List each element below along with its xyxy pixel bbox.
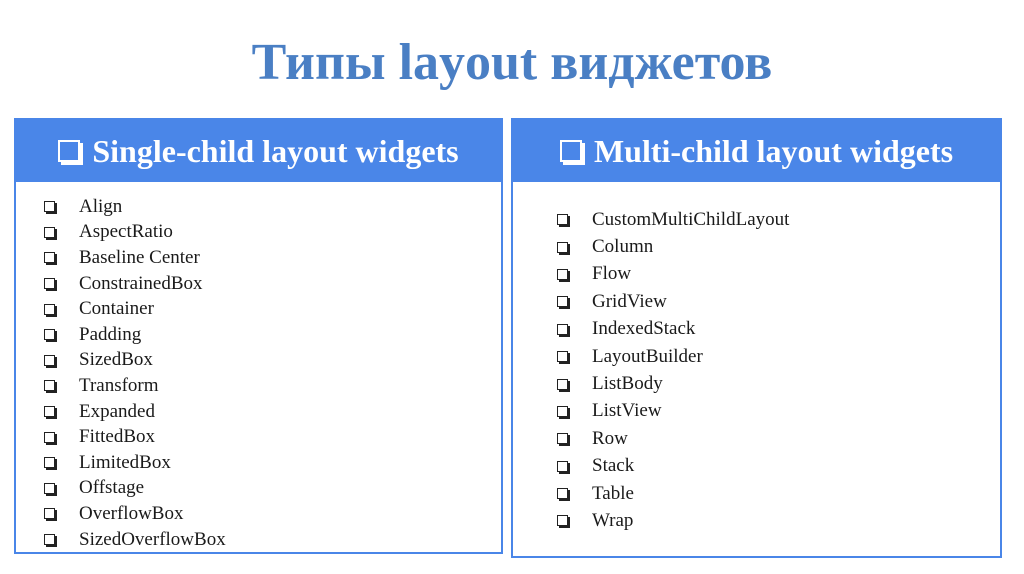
checkbox-bullet-icon [557, 488, 568, 499]
list-item-label: SizedOverflowBox [79, 528, 226, 550]
list-item-label: Container [79, 298, 154, 320]
checkbox-bullet-icon [58, 140, 80, 162]
list-item [44, 296, 226, 322]
list-item [557, 370, 789, 397]
checkbox-bullet-icon [557, 379, 568, 390]
list-item [44, 450, 226, 476]
list-item [557, 453, 789, 480]
checkbox-bullet-icon [557, 406, 568, 417]
list-item-label: Column [592, 236, 654, 258]
checkbox-bullet-icon [557, 433, 568, 444]
checkbox-bullet-icon [557, 461, 568, 472]
list-item [44, 476, 226, 502]
list-item-label: LayoutBuilder [592, 345, 703, 367]
multi-child-header-label: Multi-child layout widgets [593, 132, 954, 169]
checkbox-bullet-icon [557, 296, 568, 307]
checkbox-bullet-icon [44, 252, 55, 263]
checkbox-bullet-icon [557, 351, 568, 362]
list-item [44, 501, 226, 527]
list-item [44, 220, 226, 246]
list-item [557, 480, 789, 507]
single-child-list [44, 194, 226, 552]
list-item-label: Baseline Center [79, 246, 200, 268]
list-item [557, 233, 789, 260]
list-item-label: Offstage [79, 477, 145, 499]
list-item-label: IndexedStack [592, 318, 696, 340]
list-item [44, 373, 226, 399]
checkbox-bullet-icon [557, 269, 568, 280]
list-item-label: Align [79, 195, 123, 217]
checkbox-bullet-icon [557, 324, 568, 335]
list-item-label: CustomMultiChildLayout [592, 208, 790, 230]
list-item-label: Padding [79, 323, 142, 345]
single-child-panel [14, 118, 503, 554]
list-item-label: Row [592, 427, 628, 449]
checkbox-bullet-icon [44, 432, 55, 443]
checkbox-bullet-icon [557, 214, 568, 225]
list-item [44, 271, 226, 297]
checkbox-bullet-icon [44, 534, 55, 545]
list-item [44, 399, 226, 425]
checkbox-bullet-icon [44, 483, 55, 494]
single-child-header-label: Single-child layout widgets [92, 132, 459, 169]
checkbox-bullet-icon [44, 201, 55, 212]
list-item [44, 322, 226, 348]
list-item-label: ListBody [592, 373, 663, 395]
list-item [44, 527, 226, 553]
list-item [557, 206, 789, 233]
checkbox-bullet-icon [560, 140, 582, 162]
checkbox-bullet-icon [44, 355, 55, 366]
multi-child-panel [511, 118, 1002, 558]
list-item-label: Stack [592, 455, 635, 477]
list-item-label: SizedBox [79, 349, 153, 371]
checkbox-bullet-icon [44, 380, 55, 391]
list-item-label: OverflowBox [79, 502, 184, 524]
list-item-label: Flow [592, 263, 632, 285]
list-item [557, 288, 789, 315]
list-item-label: ConstrainedBox [79, 272, 203, 294]
checkbox-bullet-icon [557, 515, 568, 526]
checkbox-bullet-icon [44, 329, 55, 340]
list-item [557, 316, 789, 343]
list-item [557, 425, 789, 452]
list-item-label: Expanded [79, 400, 155, 422]
checkbox-bullet-icon [557, 242, 568, 253]
multi-child-header [513, 120, 1000, 182]
list-item-label: Transform [79, 374, 159, 396]
list-item-label: GridView [592, 290, 667, 312]
single-child-header [16, 120, 501, 182]
list-item-label: FittedBox [79, 426, 156, 448]
checkbox-bullet-icon [44, 278, 55, 289]
checkbox-bullet-icon [44, 406, 55, 417]
checkbox-bullet-icon [44, 304, 55, 315]
multi-child-list [557, 206, 789, 535]
list-item [44, 348, 226, 374]
list-item-label: ListView [592, 400, 662, 422]
checkbox-bullet-icon [44, 227, 55, 238]
list-item-label: AspectRatio [79, 221, 173, 243]
list-item [44, 245, 226, 271]
list-item [44, 424, 226, 450]
checkbox-bullet-icon [44, 508, 55, 519]
list-item-label: Table [592, 482, 634, 504]
list-item-label: LimitedBox [79, 451, 171, 473]
list-item [557, 398, 789, 425]
checkbox-bullet-icon [44, 457, 55, 468]
list-item [557, 261, 789, 288]
list-item [557, 507, 789, 534]
list-item [44, 194, 226, 220]
slide-title: Типы layout виджетов [251, 34, 773, 91]
list-item-label: Wrap [592, 509, 634, 531]
list-item [557, 343, 789, 370]
